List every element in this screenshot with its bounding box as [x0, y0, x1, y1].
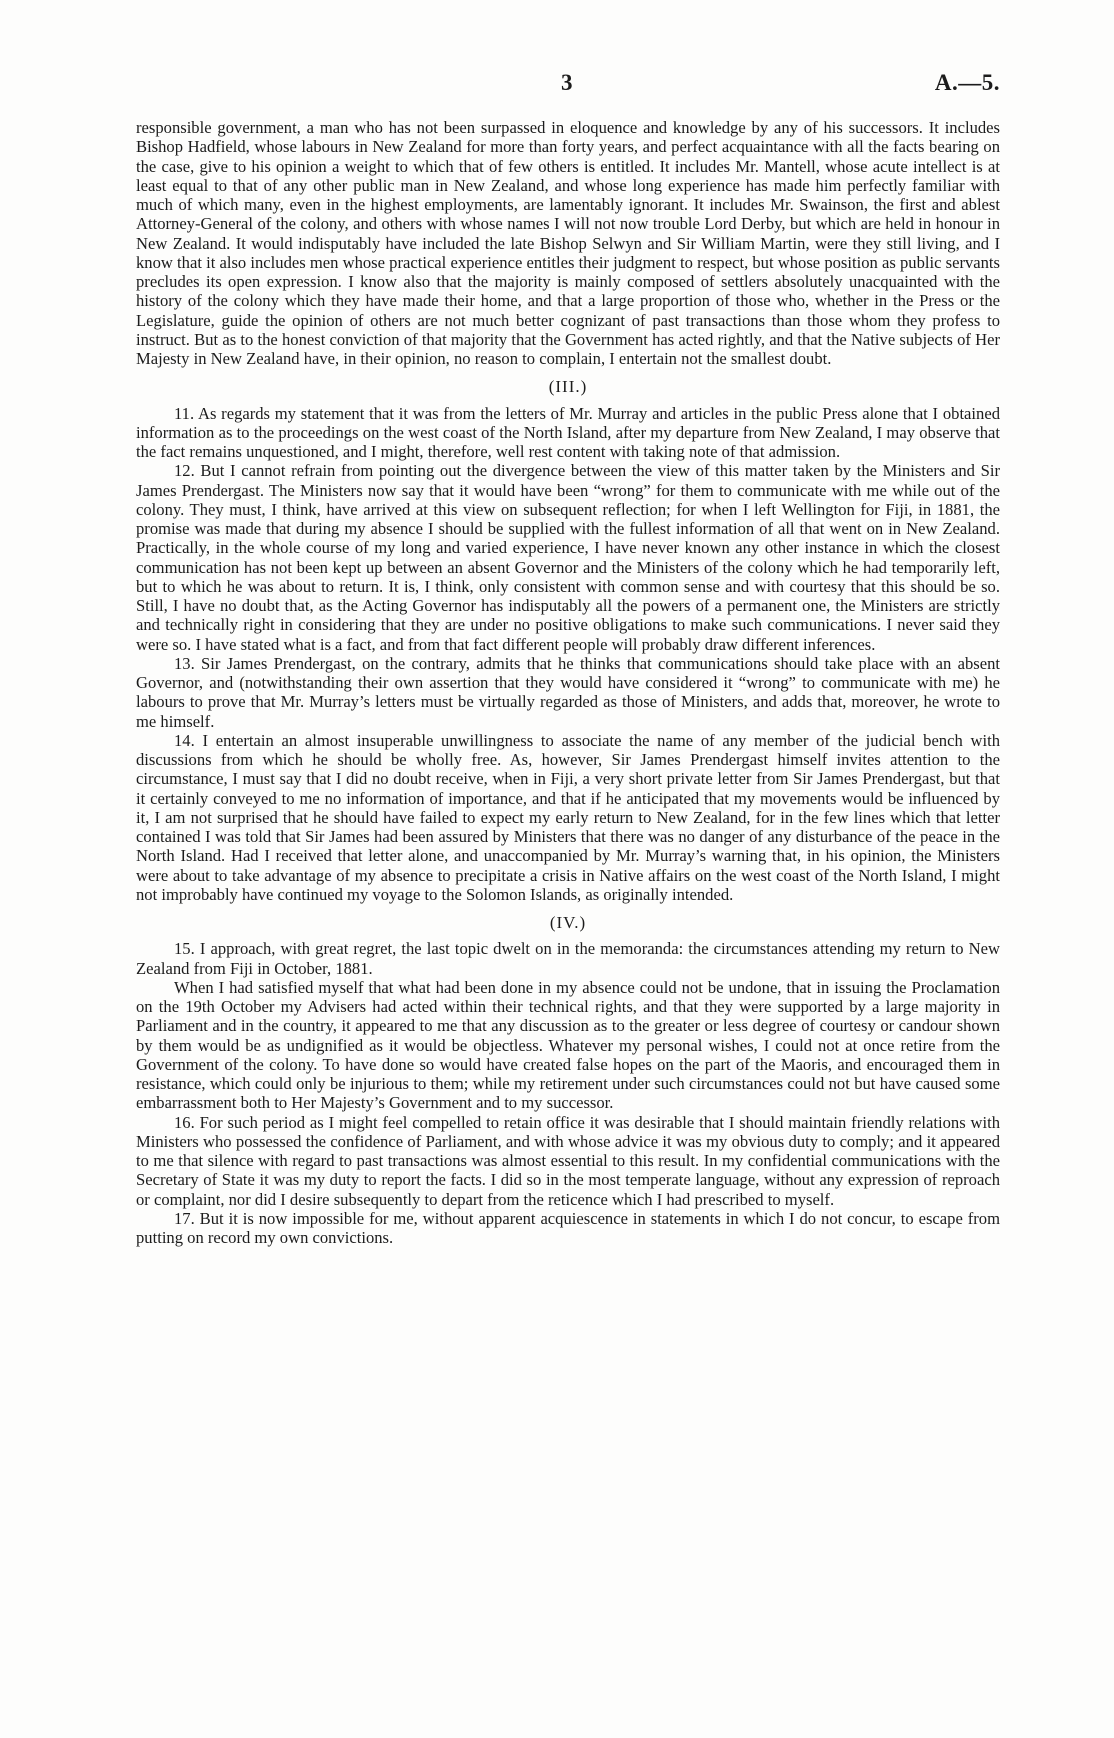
- paragraph-17: 17. But it is now impossible for me, without apparent acquiescence in statements in which I do not concur, to escape from putting on record my own convictions.: [136, 1208, 1000, 1247]
- paragraph-11: 11. As regards my statement that it was from the letters of Mr. Murray and articles in the public Press alone that I obtained information as to the proceedings on the west coast of the North Island, after my departure from New Zealand, I may observe that the fact remains unquestioned, and I might, therefore, well rest content with taking note of that admission.: [136, 403, 1000, 461]
- section-heading-iv: (IV.): [549, 913, 587, 932]
- paragraph-15: 15. I approach, with great regret, the last topic dwelt on in the memoranda: the circumstances attending my return to New Zealand from Fiji in October, 1881.: [136, 939, 1000, 978]
- document-code: A.—5.: [934, 70, 1000, 95]
- section-heading-iii: (III.): [548, 377, 588, 397]
- paragraph-13: 13. Sir James Prendergast, on the contrary, admits that he thinks that communications should take place with an absent Governor, and (notwithstanding their own assertion that they would have considered it “wrong” to communicate with me) he labours to prove that Mr. Murray’s letters must be virtually regarded as those of Ministers, and adds that, moreover, he wrote to me himself.: [136, 653, 1000, 731]
- document-body: [136, 118, 1000, 1247]
- paragraph-12: 12. But I cannot refrain from pointing out the divergence between the view of this matter taken by the Ministers and Sir James Prendergast. The Ministers now say that it would have been “wrong” for them to communicate with me while out of the colony. They must, I think, have arrived at this view on subsequent reflection; for when I left Wellington for Fiji, in 1881, the promise was made that during my absence I should be supplied with the fullest information of all that went on in New Zealand. Practically, in the whole course of my long and varied experience, I have never known any other instance in which the closest communication has not been kept up between an absent Governor and the Ministers of the colony which he had temporarily left, but to which he was about to return. It is, I think, only consistent with common sense and with courtesy that this should be so. Still, I have no doubt that, as the Acting Governor has indisputably all the powers of a permanent one, the Ministers are strictly and technically right in considering that they are under no positive obligations to make such communications. I never said they were so. I have stated what is a fact, and from that fact different people will probably draw different inferences.: [136, 461, 1000, 654]
- paragraph-continuation: responsible government, a man who has not been surpassed in eloquence and knowledge by any of his successors. It includes Bishop Hadfield, whose labours in New Zealand for more than forty years, and perfect acquaintance with all the facts bearing on the case, give to his opinion a weight to which that of few others is entitled. It includes Mr. Mantell, whose acute intellect is at least equal to that of any other public man in New Zealand, and whose long experience has made him perfectly familiar with much of which many, even in the highest employments, are lamentably ignorant. It includes Mr. Swainson, the first and ablest Attorney-General of the colony, and others with whose names I will not now trouble Lord Derby, but which are held in honour in New Zealand. It would indisputably have included the late Bishop Selwyn and Sir William Martin, were they still living, and I know that it also includes men whose practical experience entitles their judgment to respect, but whose position as public servants precludes its open expression. I know also that the majority is mainly composed of settlers absolutely unacquainted with the history of the colony which they have made their home, and that a large proportion of those who, whether in the Press or the Legislature, guide the opinion of others are not much better cognizant of past transactions than those whom they profess to instruct. But as to the honest conviction of that majority that the Government has acted rightly, and that the Native subjects of Her Majesty in New Zealand have, in their opinion, no reason to complain, I entertain not the smallest doubt.: [136, 118, 1000, 368]
- page-header: [136, 70, 1000, 104]
- paragraph-15-continued: When I had satisfied myself that what had been done in my absence could not be undone, that in issuing the Proclamation on the 19th October my Advisers had acted within their technical rights, and that they were supported by a large majority in Parliament and in the country, it appeared to me that any discussion as to the greater or less degree of courtesy or candour shown by them would be as undignified as it would be objectless. Whatever my personal wishes, I could not at once retire from the Government of the colony. To have done so would have created false hopes on the part of the Maoris, and encouraged them in resistance, which could only be injurious to them; while my retirement under such circumstances could not but have caused some embarrassment both to Her Majesty’s Government and to my successor.: [136, 977, 1000, 1113]
- paragraph-16: 16. For such period as I might feel compelled to retain office it was desirable that I should maintain friendly relations with Ministers who possessed the confidence of Parliament, and with whose advice it was my obvious duty to comply; and it appeared to me that silence with regard to past transactions was almost essential to this result. In my confidential communications with the Secretary of State it was my duty to report the facts. I did so in the most temperate language, without any expression of reproach or complaint, nor did I desire subsequently to depart from the reticence which I had prescribed to myself.: [136, 1112, 1000, 1209]
- page-number: 3: [561, 70, 573, 95]
- paragraph-14: 14. I entertain an almost insuperable unwillingness to associate the name of any member of the judicial bench with discussions from which he should be wholly free. As, however, Sir James Prendergast himself invites attention to the circumstance, I must say that I did no doubt receive, when in Fiji, a very short private letter from Sir James Prendergast, but that it certainly conveyed to me no information of importance, and that if he anticipated that my movements would be influenced by it, I am not surprised that he should have failed to expect my early return to New Zealand, for in the few lines which that letter contained I was told that Sir James had been assured by Ministers that there was no danger of any disturbance of the peace in the North Island. Had I received that letter alone, and unaccompanied by Mr. Murray’s warning that, in his opinion, the Ministers were about to take advantage of my absence to precipitate a crisis in Native affairs on the west coast of the North Island, I might not improbably have continued my voyage to the Solomon Islands, as originally intended.: [136, 730, 1000, 904]
